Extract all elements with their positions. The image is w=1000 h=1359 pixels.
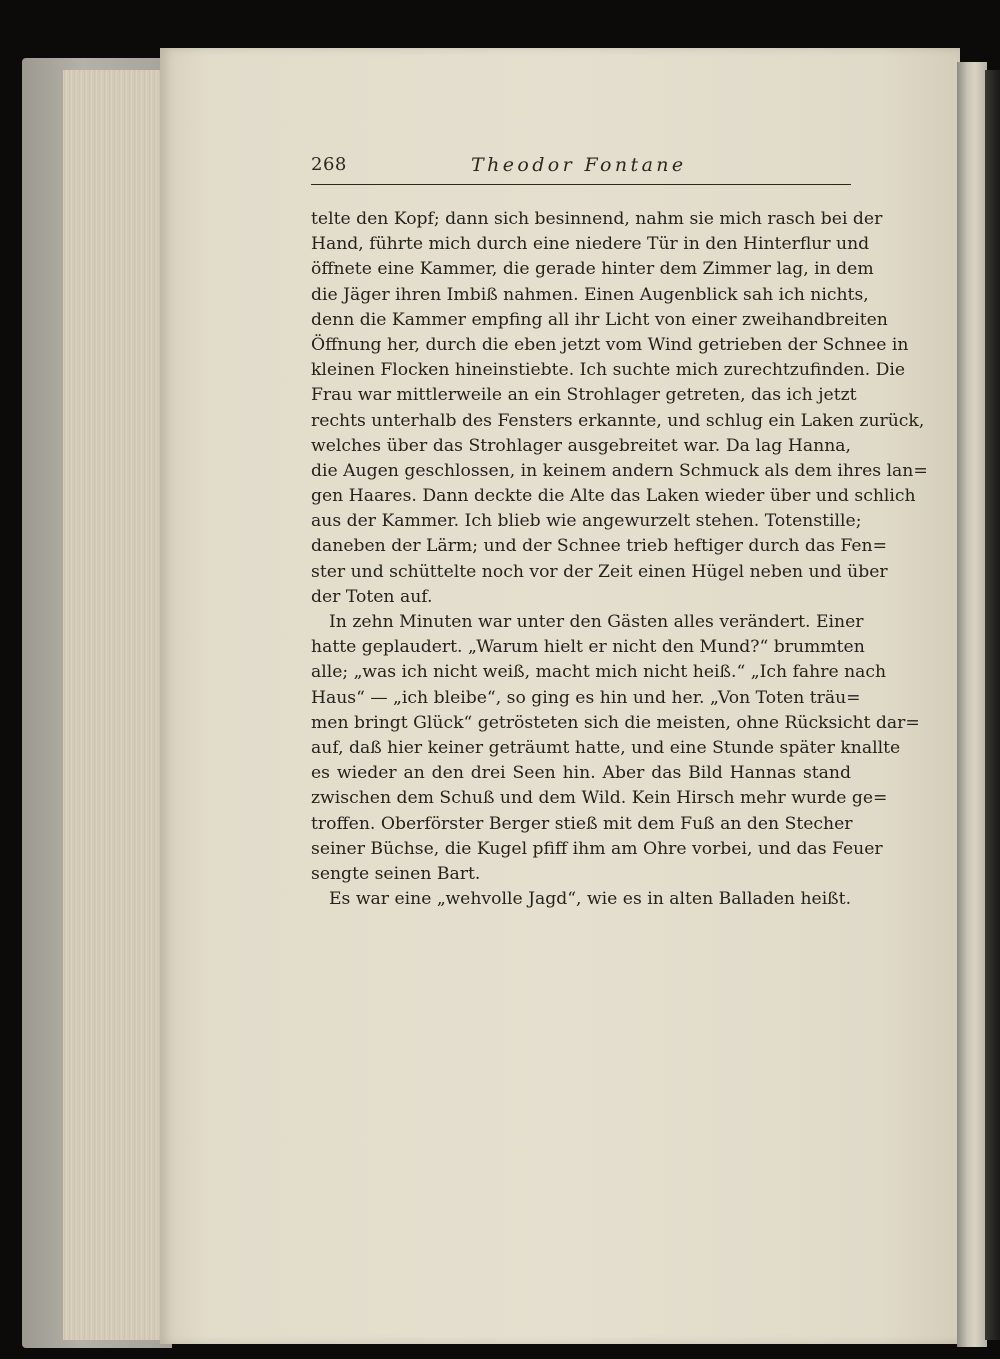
text-line: gen Haares. Dann deckte die Alte das Laken wieder über und schlich <box>311 486 916 507</box>
text-line: telte den Kopf; dann sich besinnend, nahm sie mich rasch bei der <box>311 209 883 229</box>
text-line: Öffnung her, durch die eben jetzt vom Wind getrieben der Schnee in <box>311 334 909 355</box>
text-line: troffen. Oberförster Berger stieß mit dem Fuß an den Stecher <box>311 813 853 834</box>
text-line: denn die Kammer empfing all ihr Licht von einer zweihandbreiten <box>311 309 888 330</box>
page-body <box>311 207 928 912</box>
text-line: Es war eine „wehvolle Jagd“, wie es in alten Balladen heißt. <box>329 889 852 910</box>
text-line: Hand, führte mich durch eine niedere Tür in den Hinterflur und <box>311 234 870 255</box>
text-line: öffnete eine Kammer, die gerade hinter dem Zimmer lag, in dem <box>311 259 874 280</box>
text-line: rechts unterhalb des Fensters erkannte, und schlug ein Laken zurück, <box>311 410 925 431</box>
page-header <box>311 148 851 185</box>
text-line: zwischen dem Schuß und dem Wild. Kein Hirsch mehr wurde ge= <box>311 788 888 809</box>
text-line: auf, daß hier keiner geträumt hatte, und eine Stunde später knallte <box>311 737 901 758</box>
text-line: welches über das Strohlager ausgebreitet war. Da lag Hanna, <box>311 435 851 456</box>
text-line: kleinen Flocken hineinstiebte. Ich suchte mich zurechtzufinden. Die <box>311 360 906 381</box>
text-line: der Toten auf. <box>311 586 433 607</box>
text-line: Frau war mittlerweile an ein Strohlager getreten, das ich jetzt <box>311 385 857 406</box>
text-line: alle; „was ich nicht weiß, macht mich nicht heiß.“ „Ich fahre nach <box>311 662 887 683</box>
text-line: sengte seinen Bart. <box>311 863 481 884</box>
text-line: ster und schüttelte noch vor der Zeit einen Hügel neben und über <box>311 561 888 582</box>
text-line: In zehn Minuten war unter den Gästen alles verändert. Einer <box>329 612 864 632</box>
page-number: 268 <box>311 154 347 175</box>
text-line: Haus“ — „ich bleibe“, so ging es hin und her. „Von Toten träu= <box>311 687 861 708</box>
text-line: die Augen geschlossen, in keinem andern Schmuck als dem ihres lan= <box>311 460 928 481</box>
text-line: seiner Büchse, die Kugel pfiff ihm am Ohre vorbei, und das Feuer <box>311 838 883 859</box>
text-line: die Jäger ihren Imbiß nahmen. Einen Augenblick sah ich nichts, <box>311 284 869 305</box>
text-line: aus der Kammer. Ich blieb wie angewurzelt stehen. Totenstille; <box>311 511 862 532</box>
text-line: daneben der Lärm; und der Schnee trieb heftiger durch das Fen= <box>311 536 888 557</box>
running-title: Theodor Fontane <box>471 154 687 176</box>
text-line: hatte geplaudert. „Warum hielt er nicht den Mund?“ brummten <box>311 637 865 658</box>
text-line: men bringt Glück“ getrösteten sich die meisten, ohne Rücksicht dar= <box>311 712 920 733</box>
text-line: es wieder an den drei Seen hin. Aber das Bild Hannas stand <box>311 763 851 784</box>
facing-page-edge <box>985 70 1000 1340</box>
book-gutter <box>957 62 987 1347</box>
